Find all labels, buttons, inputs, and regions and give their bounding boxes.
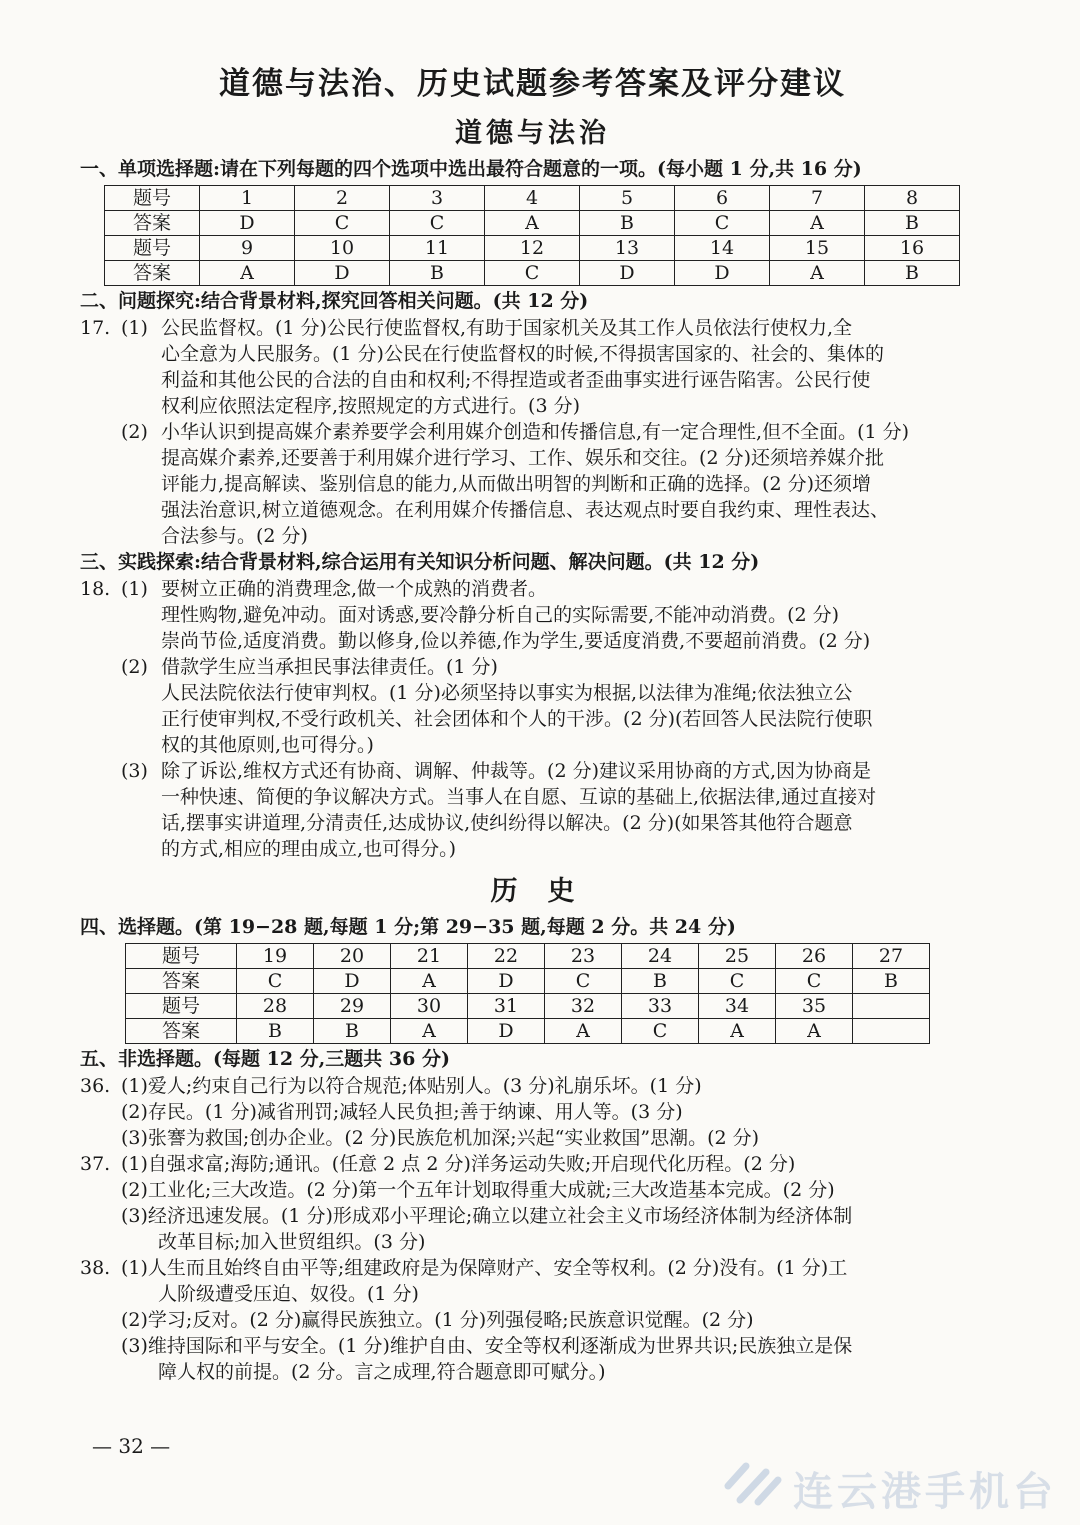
table-cell: C xyxy=(699,969,776,994)
history-answer-table xyxy=(125,943,930,1044)
table-row xyxy=(126,969,930,994)
table-cell: 7 xyxy=(770,186,865,211)
part-label: (2) xyxy=(121,656,148,678)
table-cell: D xyxy=(580,261,675,286)
section-1-heading: 一、单项选择题:请在下列每题的四个选项中选出最符合题意的一项。(每小题 1 分,共 16 分) xyxy=(80,158,862,180)
answer-line: 改革目标;加入世贸组织。(3 分) xyxy=(158,1231,426,1253)
watermark-text: 连云港手机台 xyxy=(793,1469,1057,1515)
answer-line: 的方式,相应的理由成立,也可得分。) xyxy=(161,838,456,860)
table-cell: 14 xyxy=(675,236,770,261)
question-18 xyxy=(80,576,985,862)
table-cell: 31 xyxy=(468,994,545,1019)
table-cell: B xyxy=(390,261,485,286)
row-header-cell: 题号 xyxy=(105,236,200,261)
table-cell: D xyxy=(314,969,391,994)
table-cell: 22 xyxy=(468,944,545,969)
table-cell xyxy=(853,1019,930,1044)
table-cell: 33 xyxy=(622,994,699,1019)
table-cell: 3 xyxy=(390,186,485,211)
question-number: 36. xyxy=(80,1075,111,1097)
answer-line: (3)经济迅速发展。(1 分)形成邓小平理论;确立以建立社会主义市场经济体制为经济体制 xyxy=(121,1205,853,1227)
row-header-cell: 答案 xyxy=(105,261,200,286)
table-cell: A xyxy=(391,969,468,994)
answer-line: 人阶级遭受压迫、奴役。(1 分) xyxy=(158,1283,419,1305)
table-cell: A xyxy=(485,211,580,236)
answer-line: 心全意为人民服务。(1 分)公民在行使监督权的时候,不得损害国家的、社会的、集体的 xyxy=(161,343,884,365)
table-cell: 11 xyxy=(390,236,485,261)
section-5-heading: 五、非选择题。(每题 12 分,三题共 36 分) xyxy=(80,1048,450,1070)
table-cell: A xyxy=(391,1019,468,1044)
question-38 xyxy=(80,1255,985,1385)
table-cell: 6 xyxy=(675,186,770,211)
table-row xyxy=(105,211,960,236)
table-cell: 5 xyxy=(580,186,675,211)
table-cell: B xyxy=(314,1019,391,1044)
table-cell: B xyxy=(865,261,960,286)
history-title: 历史 xyxy=(490,876,605,907)
answer-line: 提高媒介素养,还要善于利用媒介进行学习、工作、娱乐和交往。(2 分)还须培养媒介批 xyxy=(161,447,884,469)
table-cell: 20 xyxy=(314,944,391,969)
table-cell: 19 xyxy=(237,944,314,969)
answer-line: 理性购物,避免冲动。面对诱惑,要冷静分析自己的实际需要,不能冲动消费。(2 分) xyxy=(161,604,840,626)
answer-line: 权的其他原则,也可得分。) xyxy=(161,734,374,756)
table-cell: B xyxy=(865,211,960,236)
answer-line: 评能力,提高解读、鉴别信息的能力,从而做出明智的判断和正确的选择。(2 分)还须增 xyxy=(161,473,872,495)
answer-line: 要树立正确的消费理念,做一个成熟的消费者。 xyxy=(161,578,548,600)
table-cell: 13 xyxy=(580,236,675,261)
table-cell: A xyxy=(545,1019,622,1044)
answer-line: 利益和其他公民的合法的自由和权利;不得捏造或者歪曲事实进行诬告陷害。公民行使 xyxy=(161,369,871,391)
answer-line: (2)工业化;三大改造。(2 分)第一个五年计划取得重大成就;三大改造基本完成。(2 分) xyxy=(121,1179,835,1201)
watermark xyxy=(718,1458,1058,1515)
table-row xyxy=(105,261,960,286)
question-number: 38. xyxy=(80,1257,111,1279)
table-cell: 29 xyxy=(314,994,391,1019)
table-cell: 15 xyxy=(770,236,865,261)
table-cell: A xyxy=(699,1019,776,1044)
answer-line: 障人权的前提。(2 分。言之成理,符合题意即可赋分。) xyxy=(158,1361,606,1383)
table-cell: 12 xyxy=(485,236,580,261)
page-number: — 32 — xyxy=(92,1434,171,1458)
row-header-cell: 答案 xyxy=(126,1019,237,1044)
table-cell: 34 xyxy=(699,994,776,1019)
section-3-heading: 三、实践探索:结合背景材料,综合运用有关知识分析问题、解决问题。(共 12 分) xyxy=(80,551,760,573)
section-2-heading: 二、问题探究:结合背景材料,探究回答相关问题。(共 12 分) xyxy=(80,290,589,312)
table-cell: 16 xyxy=(865,236,960,261)
table-cell: 35 xyxy=(776,994,853,1019)
table-cell: D xyxy=(675,261,770,286)
table-row xyxy=(126,994,930,1019)
table-cell: 26 xyxy=(776,944,853,969)
page-title: 道德与法治、历史试题参考答案及评分建议 xyxy=(219,66,846,102)
table-cell: 27 xyxy=(853,944,930,969)
question-37 xyxy=(80,1151,985,1255)
answer-line: 公民监督权。(1 分)公民行使监督权,有助于国家机关及其工作人员依法行使权力,全 xyxy=(161,317,853,339)
table-cell: C xyxy=(675,211,770,236)
answer-sheet xyxy=(80,60,985,1385)
table-cell: C xyxy=(237,969,314,994)
table-cell: D xyxy=(468,1019,545,1044)
table-cell: C xyxy=(485,261,580,286)
answer-line: 正行使审判权,不受行政机关、社会团体和个人的干涉。(2 分)(若回答人民法院行使职 xyxy=(161,708,873,730)
table-cell: 32 xyxy=(545,994,622,1019)
table-cell: A xyxy=(200,261,295,286)
table-cell: 10 xyxy=(295,236,390,261)
answer-line: 合法参与。(2 分) xyxy=(161,525,308,547)
ethics-title: 道德与法治 xyxy=(455,118,610,149)
answer-line: (3)张謇为救国;创办企业。(2 分)民族危机加深;兴起“实业救国”思潮。(2 分) xyxy=(121,1127,760,1149)
table-cell: 25 xyxy=(699,944,776,969)
table-cell: A xyxy=(770,261,865,286)
row-header-cell: 答案 xyxy=(105,211,200,236)
answer-line: 除了诉讼,维权方式还有协商、调解、仲裁等。(2 分)建议采用协商的方式,因为协商是 xyxy=(161,760,872,782)
table-cell: B xyxy=(580,211,675,236)
table-cell: 1 xyxy=(200,186,295,211)
answer-line: (2)存民。(1 分)减省刑罚;减轻人民负担;善于纳谏、用人等。(3 分) xyxy=(121,1101,683,1123)
answer-line: 小华认识到提高媒介素养要学会利用媒介创造和传播信息,有一定合理性,但不全面。(1 分) xyxy=(161,421,910,443)
table-cell: C xyxy=(390,211,485,236)
part-label: (1) xyxy=(121,578,148,600)
table-cell: D xyxy=(295,261,390,286)
part-label: (2) xyxy=(121,421,148,443)
table-row xyxy=(105,186,960,211)
table-cell: C xyxy=(295,211,390,236)
row-header-cell: 答案 xyxy=(126,969,237,994)
answer-line: 崇尚节俭,适度消费。勤以修身,俭以养德,作为学生,要适度消费,不要超前消费。(2 分) xyxy=(161,630,871,652)
answer-line: (2)学习;反对。(2 分)赢得民族独立。(1 分)列强侵略;民族意识觉醒。(2 分) xyxy=(121,1309,754,1331)
question-17 xyxy=(80,315,985,549)
answer-line: 话,摆事实讲道理,分清责任,达成协议,使纠纷得以解决。(2 分)(如果答其他符合题意 xyxy=(161,812,853,834)
table-cell: B xyxy=(622,969,699,994)
table-cell: C xyxy=(622,1019,699,1044)
table-cell: C xyxy=(545,969,622,994)
question-number: 18. xyxy=(80,578,111,600)
watermark-logo-icon xyxy=(718,1458,788,1508)
row-header-cell: 题号 xyxy=(105,186,200,211)
table-cell: B xyxy=(237,1019,314,1044)
answer-line: 强法治意识,树立道德观念。在利用媒介传播信息、表达观点时要自我约束、理性表达、 xyxy=(161,499,890,521)
answer-line: 借款学生应当承担民事法律责任。(1 分) xyxy=(161,656,498,678)
row-header-cell: 题号 xyxy=(126,944,237,969)
answer-line: (1)爱人;约束自己行为以符合规范;体贴别人。(3 分)礼崩乐坏。(1 分) xyxy=(121,1075,702,1097)
section-4-heading: 四、选择题。(第 19−28 题,每题 1 分;第 29−35 题,每题 2 分。共 24 分) xyxy=(80,916,736,938)
row-header-cell: 题号 xyxy=(126,994,237,1019)
table-cell: 24 xyxy=(622,944,699,969)
table-cell: 23 xyxy=(545,944,622,969)
question-number: 37. xyxy=(80,1153,111,1175)
table-cell xyxy=(853,994,930,1019)
table-cell: A xyxy=(776,1019,853,1044)
table-row xyxy=(126,944,930,969)
answer-line: (3)维持国际和平与安全。(1 分)维护自由、安全等权利逐渐成为世界共识;民族独立是保 xyxy=(121,1335,853,1357)
table-cell: B xyxy=(853,969,930,994)
table-cell: 8 xyxy=(865,186,960,211)
table-cell: 30 xyxy=(391,994,468,1019)
table-row xyxy=(126,1019,930,1044)
question-36 xyxy=(80,1073,985,1151)
table-cell: D xyxy=(200,211,295,236)
table-cell: A xyxy=(770,211,865,236)
table-cell: 9 xyxy=(200,236,295,261)
answer-line: 一种快速、简便的争议解决方式。当事人在自愿、互谅的基础上,依据法律,通过直接对 xyxy=(161,786,877,808)
answer-line: (1)自强求富;海防;通讯。(任意 2 点 2 分)洋务运动失败;开启现代化历程。(2 分) xyxy=(121,1153,796,1175)
answer-line: 权利应依照法定程序,按照规定的方式进行。(3 分) xyxy=(161,395,580,417)
table-cell: 4 xyxy=(485,186,580,211)
table-cell: 28 xyxy=(237,994,314,1019)
part-label: (1) xyxy=(121,317,148,339)
answer-line: 人民法院依法行使审判权。(1 分)必须坚持以事实为根据,以法律为准绳;依法独立公 xyxy=(161,682,853,704)
table-cell: C xyxy=(776,969,853,994)
table-cell: D xyxy=(468,969,545,994)
ethics-answer-table xyxy=(104,185,960,286)
table-row xyxy=(105,236,960,261)
answer-line: (1)人生而且始终自由平等;组建政府是为保障财产、安全等权利。(2 分)没有。(1 分)工 xyxy=(121,1257,848,1279)
question-number: 17. xyxy=(80,317,111,339)
part-label: (3) xyxy=(121,760,148,782)
table-cell: 2 xyxy=(295,186,390,211)
table-cell: 21 xyxy=(391,944,468,969)
